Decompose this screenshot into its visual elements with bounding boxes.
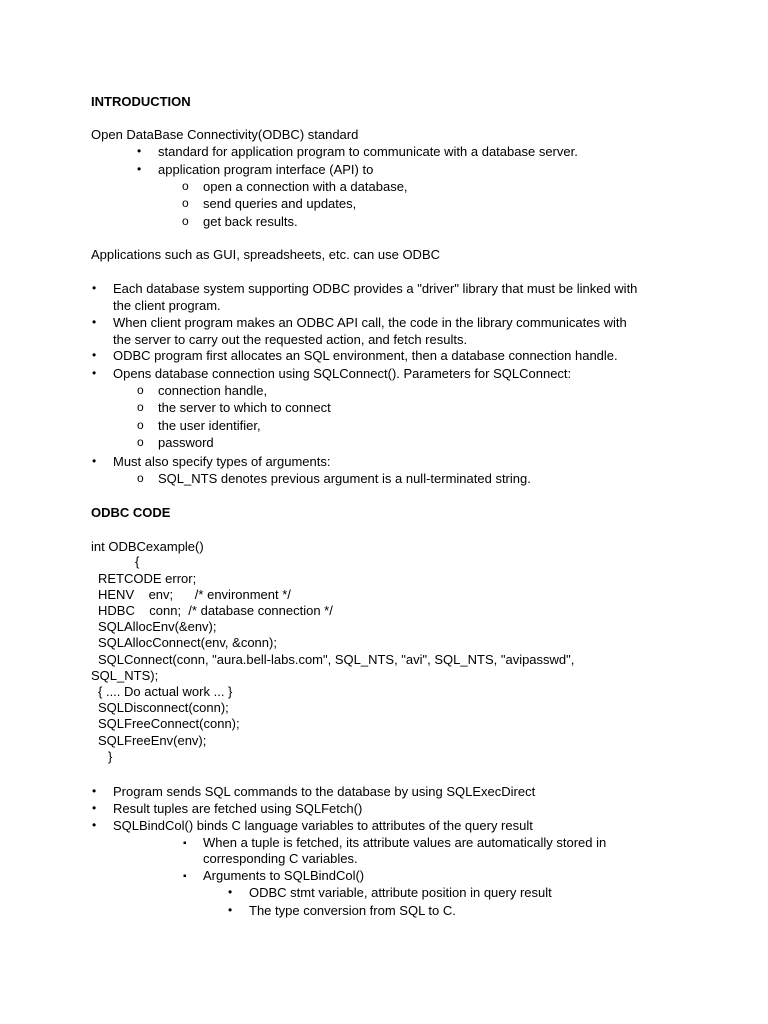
- bullet-icon: •: [92, 784, 97, 798]
- introduction-heading: INTRODUCTION: [91, 94, 191, 109]
- list-item-continuation: the server to carry out the requested action, and fetch results.: [113, 332, 468, 347]
- circle-bullet-icon: o: [182, 214, 189, 228]
- list-item: the user identifier,: [158, 418, 261, 433]
- code-line: SQLDisconnect(conn);: [98, 700, 229, 715]
- circle-bullet-icon: o: [182, 196, 189, 210]
- list-item: Arguments to SQLBindCol(): [203, 868, 365, 883]
- code-line: SQLConnect(conn, "aura.bell-labs.com", SQL_NTS, "avi", SQL_NTS, "avipasswd",: [98, 652, 575, 667]
- bullet-icon: •: [92, 801, 97, 815]
- list-item: SQL_NTS denotes previous argument is a null-terminated string.: [158, 471, 531, 486]
- list-item: Must also specify types of arguments:: [113, 454, 331, 469]
- bullet-icon: •: [92, 348, 97, 362]
- list-item: Opens database connection using SQLConnect(). Parameters for SQLConnect:: [113, 366, 572, 381]
- list-item: connection handle,: [158, 383, 268, 398]
- code-line: {: [135, 554, 140, 569]
- bullet-icon: •: [92, 818, 97, 832]
- square-bullet-icon: ▪: [183, 871, 187, 882]
- list-item: password: [158, 435, 214, 450]
- circle-bullet-icon: o: [182, 179, 189, 193]
- code-line: SQLAllocConnect(env, &conn);: [98, 635, 277, 650]
- list-item: When a tuple is fetched, its attribute values are automatically stored in: [203, 835, 607, 850]
- list-item: ODBC stmt variable, attribute position in query result: [249, 885, 552, 900]
- list-item: get back results.: [203, 214, 298, 229]
- list-item-continuation: the client program.: [113, 298, 221, 313]
- code-line: HDBC conn; /* database connection */: [98, 603, 333, 618]
- square-bullet-icon: ▪: [183, 838, 187, 849]
- bullet-icon: •: [228, 885, 233, 899]
- list-item: When client program makes an ODBC API call, the code in the library communicates with: [113, 315, 627, 330]
- code-line: }: [108, 749, 113, 764]
- bullet-icon: •: [92, 281, 97, 295]
- code-line: RETCODE error;: [98, 571, 197, 586]
- bullet-icon: •: [137, 144, 142, 158]
- bullet-icon: •: [92, 454, 97, 468]
- odbc-standard-line: Open DataBase Connectivity(ODBC) standard: [91, 127, 359, 142]
- code-line: SQLAllocEnv(&env);: [98, 619, 217, 634]
- list-item: standard for application program to communicate with a database server.: [158, 144, 578, 159]
- circle-bullet-icon: o: [137, 383, 144, 397]
- list-item: SQLBindCol() binds C language variables to attributes of the query result: [113, 818, 533, 833]
- code-line: HENV env; /* environment */: [98, 587, 291, 602]
- list-item: The type conversion from SQL to C.: [249, 903, 456, 918]
- circle-bullet-icon: o: [137, 418, 144, 432]
- list-item: the server to which to connect: [158, 400, 331, 415]
- list-item: Each database system supporting ODBC provides a "driver" library that must be linked with: [113, 281, 638, 296]
- circle-bullet-icon: o: [137, 471, 144, 485]
- list-item: ODBC program first allocates an SQL environment, then a database connection handle.: [113, 348, 618, 363]
- odbc-code-heading: ODBC CODE: [91, 505, 171, 520]
- bullet-icon: •: [137, 162, 142, 176]
- code-line: int ODBCexample(): [91, 539, 204, 554]
- bullet-icon: •: [92, 315, 97, 329]
- list-item: open a connection with a database,: [203, 179, 408, 194]
- list-item: send queries and updates,: [203, 196, 357, 211]
- circle-bullet-icon: o: [137, 435, 144, 449]
- code-line: SQLFreeEnv(env);: [98, 733, 207, 748]
- bullet-icon: •: [228, 903, 233, 917]
- bullet-icon: •: [92, 366, 97, 380]
- list-item-continuation: corresponding C variables.: [203, 851, 358, 866]
- code-line: SQLFreeConnect(conn);: [98, 716, 240, 731]
- list-item: Program sends SQL commands to the database by using SQLExecDirect: [113, 784, 536, 799]
- code-line: SQL_NTS);: [91, 668, 159, 683]
- code-line: { .... Do actual work ... }: [98, 684, 233, 699]
- circle-bullet-icon: o: [137, 400, 144, 414]
- list-item: application program interface (API) to: [158, 162, 374, 177]
- applications-line: Applications such as GUI, spreadsheets, etc. can use ODBC: [91, 247, 441, 262]
- list-item: Result tuples are fetched using SQLFetch(): [113, 801, 363, 816]
